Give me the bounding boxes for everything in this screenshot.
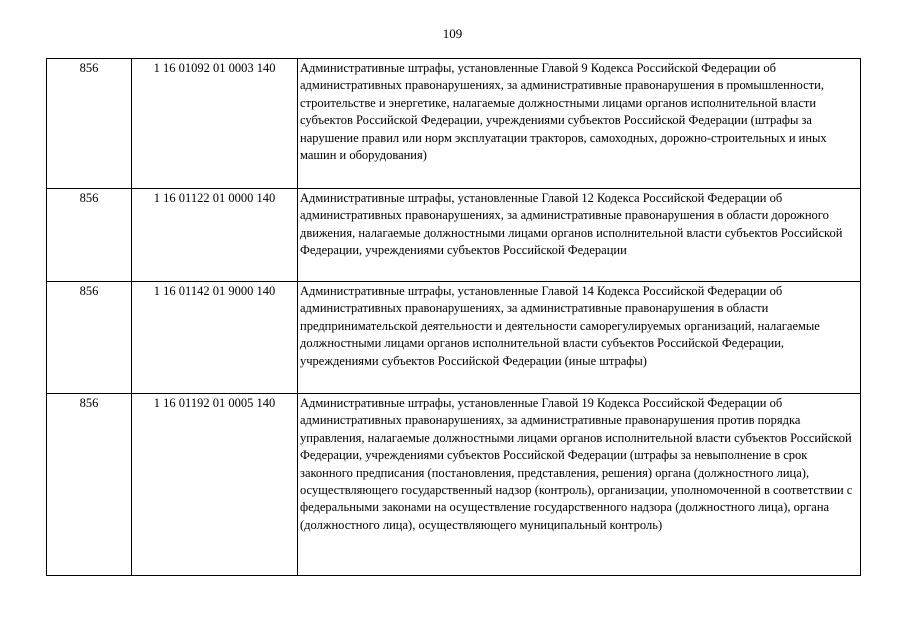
budget-code-cell: 1 16 01122 01 0000 140 [132, 189, 298, 282]
revenue-name-cell: Административные штрафы, установленные Главой 12 Кодекса Российской Федерации об административных правонарушениях, за административные правонарушения в области дорожного движения, налагаемые должностными лицами органов исполнительной власти субъектов Российской Федерации, учреждениями субъектов Российской Федерации [298, 189, 861, 282]
revenue-name-cell: Административные штрафы, установленные Главой 9 Кодекса Российской Федерации об административных правонарушениях, за административные правонарушения в промышленности, строительстве и энергетике, налагаемые должностными лицами органов исполнительной власти субъектов Российской Федерации, учреждениями субъектов Российской Федерации (штрафы за нарушение правил или норм эксплуатации тракторов, самоходных, дорожно-строительных и иных машин и оборудования) [298, 59, 861, 189]
revenue-name-cell: Административные штрафы, установленные Главой 14 Кодекса Российской Федерации об административных правонарушениях, за административные правонарушения в области предпринимательской деятельности и деятельности саморегулируемых организаций, налагаемые должностными лицами органов исполнительной власти субъектов Российской Федерации, учреждениями субъектов Российской Федерации (иные штрафы) [298, 282, 861, 394]
income-codes-table [46, 58, 861, 576]
budget-code-cell: 1 16 01192 01 0005 140 [132, 394, 298, 576]
admin-code-cell: 856 [47, 394, 132, 576]
revenue-name-cell: Административные штрафы, установленные Главой 19 Кодекса Российской Федерации об административных правонарушениях, за административные правонарушения против порядка управления, налагаемые должностными лицами органов исполнительной власти субъектов Российской Федерации, учреждениями субъектов Российской Федерации (штрафы за невыполнение в срок законного предписания (постановления, представления, решения) органа (должностного лица), осуществляющего государственный надзор (контроль), организации, уполномоченной в соответствии с федеральными законами на осуществление государственного надзора (должностного лица), органа (должностного лица), осуществляющего муниципальный контроль) [298, 394, 861, 576]
table-row [47, 282, 861, 394]
table-row [47, 394, 861, 576]
admin-code-cell: 856 [47, 189, 132, 282]
budget-code-cell: 1 16 01092 01 0003 140 [132, 59, 298, 189]
admin-code-cell: 856 [47, 282, 132, 394]
table-row [47, 59, 861, 189]
budget-code-cell: 1 16 01142 01 9000 140 [132, 282, 298, 394]
table-row [47, 189, 861, 282]
page-number: 109 [442, 26, 463, 41]
admin-code-cell: 856 [47, 59, 132, 189]
